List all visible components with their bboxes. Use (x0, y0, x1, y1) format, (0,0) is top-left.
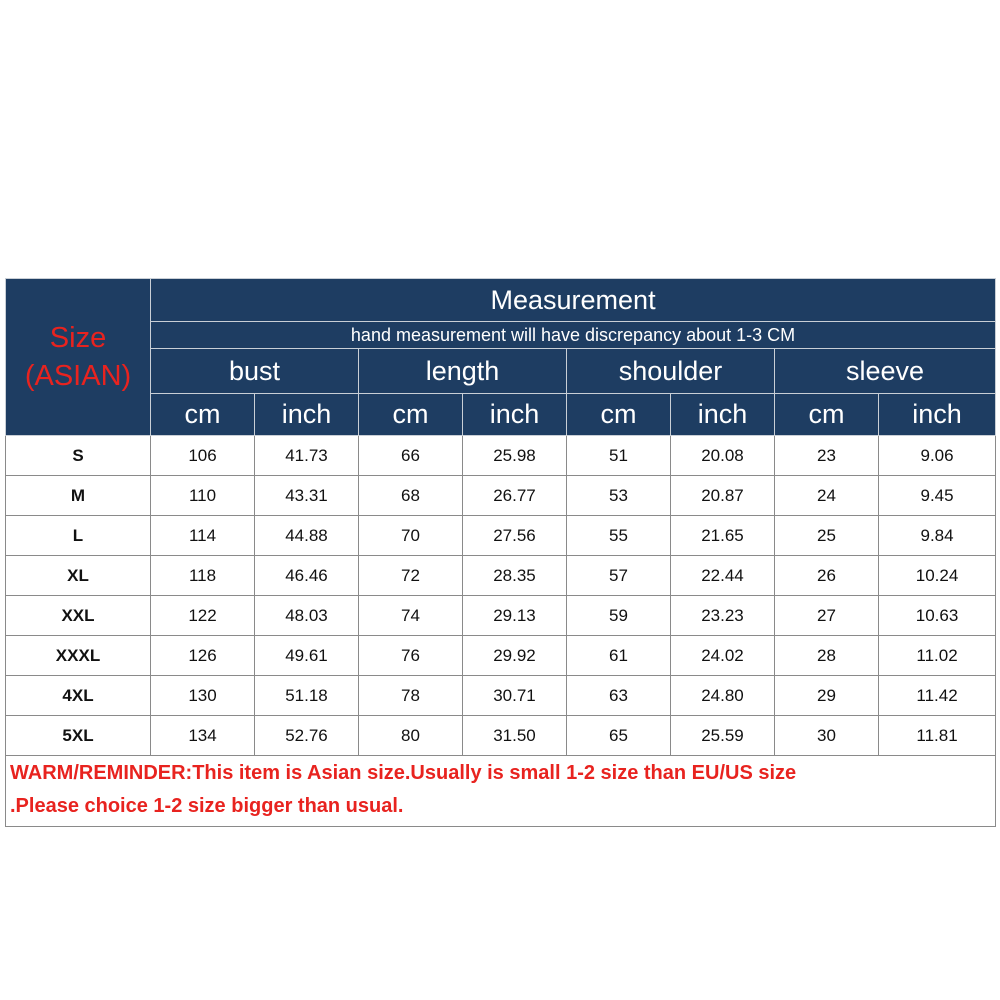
measurement-title: Measurement (151, 279, 996, 322)
measurement-cell: 74 (359, 596, 463, 636)
unit-header-4: inch (463, 394, 567, 436)
measurement-cell: 43.31 (255, 476, 359, 516)
size-reminder-note (6, 756, 996, 827)
table-row (6, 596, 996, 636)
measurement-cell: 130 (151, 676, 255, 716)
measurement-cell: 9.45 (879, 476, 996, 516)
size-label-cell: M (6, 476, 151, 516)
measurement-cell: 27.56 (463, 516, 567, 556)
table-row (6, 476, 996, 516)
unit-header-2: inch (255, 394, 359, 436)
measurement-cell: 44.88 (255, 516, 359, 556)
measurement-cell: 11.02 (879, 636, 996, 676)
measurement-cell: 76 (359, 636, 463, 676)
measurement-cell: 48.03 (255, 596, 359, 636)
unit-header-7: cm (775, 394, 879, 436)
unit-header-6: inch (671, 394, 775, 436)
measurement-cell: 24.80 (671, 676, 775, 716)
group-header-shoulder: shoulder (567, 349, 775, 394)
size-label-cell: XXL (6, 596, 151, 636)
size-label-cell: XL (6, 556, 151, 596)
measurement-cell: 65 (567, 716, 671, 756)
measurement-cell: 9.84 (879, 516, 996, 556)
measurement-cell: 29.92 (463, 636, 567, 676)
measurement-cell: 26.77 (463, 476, 567, 516)
measurement-cell: 30.71 (463, 676, 567, 716)
size-header (6, 279, 151, 436)
measurement-cell: 10.63 (879, 596, 996, 636)
measurement-cell: 63 (567, 676, 671, 716)
size-label-cell: L (6, 516, 151, 556)
measurement-cell: 21.65 (671, 516, 775, 556)
measurement-cell: 52.76 (255, 716, 359, 756)
measurement-cell: 134 (151, 716, 255, 756)
group-header-sleeve: sleeve (775, 349, 996, 394)
measurement-cell: 11.42 (879, 676, 996, 716)
unit-header-3: cm (359, 394, 463, 436)
measurement-cell: 23 (775, 436, 879, 476)
measurement-cell: 27 (775, 596, 879, 636)
measurement-cell: 66 (359, 436, 463, 476)
table-row (6, 636, 996, 676)
measurement-cell: 24 (775, 476, 879, 516)
size-label-cell: XXXL (6, 636, 151, 676)
unit-header-row (6, 394, 996, 436)
measurement-cell: 11.81 (879, 716, 996, 756)
measurement-cell: 26 (775, 556, 879, 596)
measurement-cell: 51.18 (255, 676, 359, 716)
group-header-bust: bust (151, 349, 359, 394)
reminder-line-1: WARM/REMINDER:This item is Asian size.Usually is small 1-2 size than EU/US size (10, 762, 797, 784)
measurement-cell: 41.73 (255, 436, 359, 476)
group-header-length: length (359, 349, 567, 394)
size-label-cell: 4XL (6, 676, 151, 716)
measurement-cell: 57 (567, 556, 671, 596)
size-chart-table (5, 278, 996, 827)
measurement-cell: 80 (359, 716, 463, 756)
unit-header-1: cm (151, 394, 255, 436)
measurement-cell: 51 (567, 436, 671, 476)
measurement-cell: 59 (567, 596, 671, 636)
measurement-cell: 106 (151, 436, 255, 476)
table-row (6, 556, 996, 596)
measurement-cell: 55 (567, 516, 671, 556)
size-chart (5, 278, 995, 827)
measurement-cell: 24.02 (671, 636, 775, 676)
measurement-cell: 25.59 (671, 716, 775, 756)
measurement-cell: 28 (775, 636, 879, 676)
measurement-cell: 49.61 (255, 636, 359, 676)
measurement-cell: 25 (775, 516, 879, 556)
measurement-cell: 72 (359, 556, 463, 596)
measurement-cell: 9.06 (879, 436, 996, 476)
measurement-cell: 23.23 (671, 596, 775, 636)
size-label-cell: 5XL (6, 716, 151, 756)
measurement-cell: 61 (567, 636, 671, 676)
measurement-cell: 29 (775, 676, 879, 716)
measurement-cell: 68 (359, 476, 463, 516)
measurement-cell: 25.98 (463, 436, 567, 476)
measurement-cell: 29.13 (463, 596, 567, 636)
unit-header-8: inch (879, 394, 996, 436)
table-row (6, 516, 996, 556)
table-row (6, 676, 996, 716)
measurement-cell: 114 (151, 516, 255, 556)
measurement-cell: 20.08 (671, 436, 775, 476)
measurement-cell: 118 (151, 556, 255, 596)
size-header-line-2: (ASIAN) (24, 360, 132, 392)
measurement-cell: 31.50 (463, 716, 567, 756)
measurement-cell: 22.44 (671, 556, 775, 596)
measurement-cell: 30 (775, 716, 879, 756)
size-label-cell: S (6, 436, 151, 476)
unit-header-5: cm (567, 394, 671, 436)
measurement-cell: 53 (567, 476, 671, 516)
reminder-line-2: .Please choice 1-2 size bigger than usual. (10, 795, 404, 817)
size-header-line-1: Size (49, 322, 107, 354)
table-row (6, 716, 996, 756)
measurement-cell: 46.46 (255, 556, 359, 596)
measurement-cell: 70 (359, 516, 463, 556)
measurement-cell: 10.24 (879, 556, 996, 596)
measurement-cell: 20.87 (671, 476, 775, 516)
measurement-cell: 78 (359, 676, 463, 716)
table-row (6, 436, 996, 476)
measurement-cell: 126 (151, 636, 255, 676)
measurement-cell: 122 (151, 596, 255, 636)
measurement-cell: 28.35 (463, 556, 567, 596)
measurement-cell: 110 (151, 476, 255, 516)
measurement-note: hand measurement will have discrepancy about 1-3 CM (151, 322, 996, 349)
